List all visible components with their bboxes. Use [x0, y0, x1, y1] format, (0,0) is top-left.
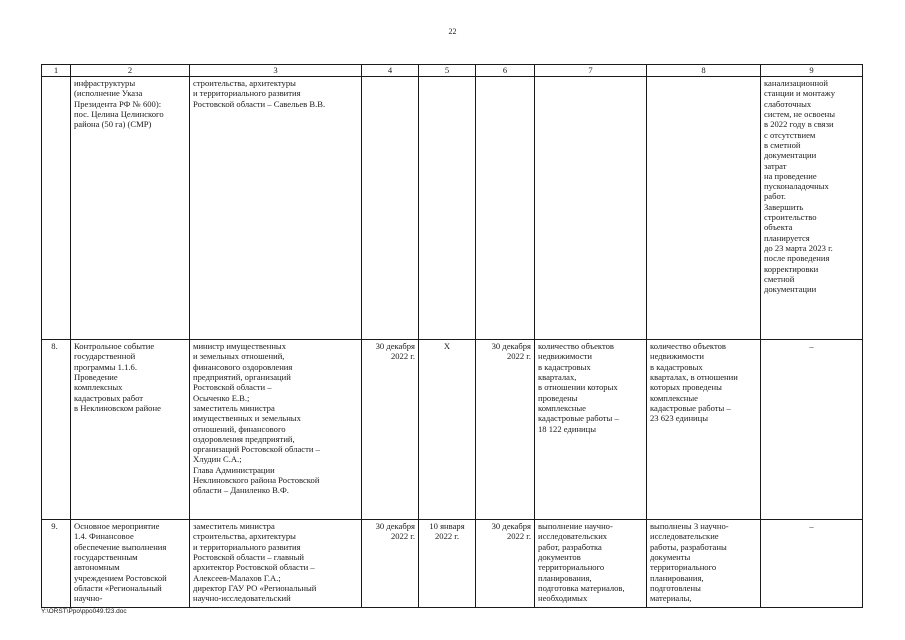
- row-number: [42, 77, 71, 340]
- column-number: 4: [362, 65, 419, 77]
- table-row: [42, 340, 863, 520]
- column-number: 3: [190, 65, 362, 77]
- column-number: 7: [535, 65, 647, 77]
- column-number: 9: [761, 65, 863, 77]
- event-name: инфраструктуры (исполнение Указа Президента РФ № 600): пос. Целина Целинского района (50 га) (СМР): [71, 77, 190, 340]
- responsible-person: строительства, архитектуры и территориального развития Ростовской области – Савельев В.В.: [190, 77, 362, 340]
- forecast-date: 10 января 2022 г.: [419, 520, 476, 608]
- planned-result: количество объектов недвижимости в кадастровых кварталах, в отношении которых проведены комплексные кадастровые работы – 18 122 единицы: [535, 340, 647, 520]
- column-number-row: [42, 65, 863, 77]
- event-name: Основное мероприятие 1.4. Финансовое обеспечение выполнения государственным автономным учреждением Ростовской области «Региональный научно-: [71, 520, 190, 608]
- row-number: 8.: [42, 340, 71, 520]
- control-events-table: [41, 64, 863, 608]
- actual-result: выполнены 3 научно- исследовательские работы, разработаны документы территориального планирования, подготовлены материалы,: [647, 520, 761, 608]
- column-number: 2: [71, 65, 190, 77]
- plan-date: 30 декабря 2022 г.: [362, 340, 419, 520]
- file-path-footer: Y:\ORST\Ppo\ppo049.f23.doc: [41, 608, 127, 615]
- note: –: [761, 340, 863, 520]
- planned-result: [535, 77, 647, 340]
- note: канализационной станции и монтажу слаботочных систем, не освоены в 2022 году в связи с отсутствием в сметной документации затрат на проведение пусконаладочных работ. Завершить строительство объекта планируется до 23 марта 2023 г. после проведения корректировки сметной документации: [761, 77, 863, 340]
- column-number: 5: [419, 65, 476, 77]
- column-number: 1: [42, 65, 71, 77]
- planned-result: выполнение научно- исследовательских работ, разработка документов территориального планирования, подготовка материалов, необходимых: [535, 520, 647, 608]
- row-number: 9.: [42, 520, 71, 608]
- table-row: [42, 520, 863, 608]
- responsible-person: министр имущественных и земельных отношений, финансового оздоровления предприятий, организаций Ростовской области – Осыченко Е.В.; заместитель министра имущественных и земельных отношений, финансового оздоровления предприятий, организаций Ростовской области – Хлудин С.А.; Глава Администрации Неклиновского района Ростовской области – Даниленко В.Ф.: [190, 340, 362, 520]
- forecast-date: Х: [419, 340, 476, 520]
- event-name: Контрольное событие государственной программы 1.1.6. Проведение комплексных кадастровых работ в Неклиновском районе: [71, 340, 190, 520]
- plan-date: [362, 77, 419, 340]
- plan-date: 30 декабря 2022 г.: [362, 520, 419, 608]
- actual-date: [476, 77, 535, 340]
- actual-date: 30 декабря 2022 г.: [476, 520, 535, 608]
- actual-date: 30 декабря 2022 г.: [476, 340, 535, 520]
- table-row: [42, 77, 863, 340]
- responsible-person: заместитель министра строительства, архитектуры и территориального развития Ростовской области – главный архитектор Ростовской области – Алексеев-Малахов Г.А.; директор ГАУ РО «Региональный научно-исследовательский: [190, 520, 362, 608]
- forecast-date: [419, 77, 476, 340]
- actual-result: [647, 77, 761, 340]
- page-number: 22: [448, 27, 457, 36]
- note: –: [761, 520, 863, 608]
- actual-result: количество объектов недвижимости в кадастровых кварталах, в отношении которых проведены комплексные кадастровые работы – 23 623 единицы: [647, 340, 761, 520]
- column-number: 8: [647, 65, 761, 77]
- column-number: 6: [476, 65, 535, 77]
